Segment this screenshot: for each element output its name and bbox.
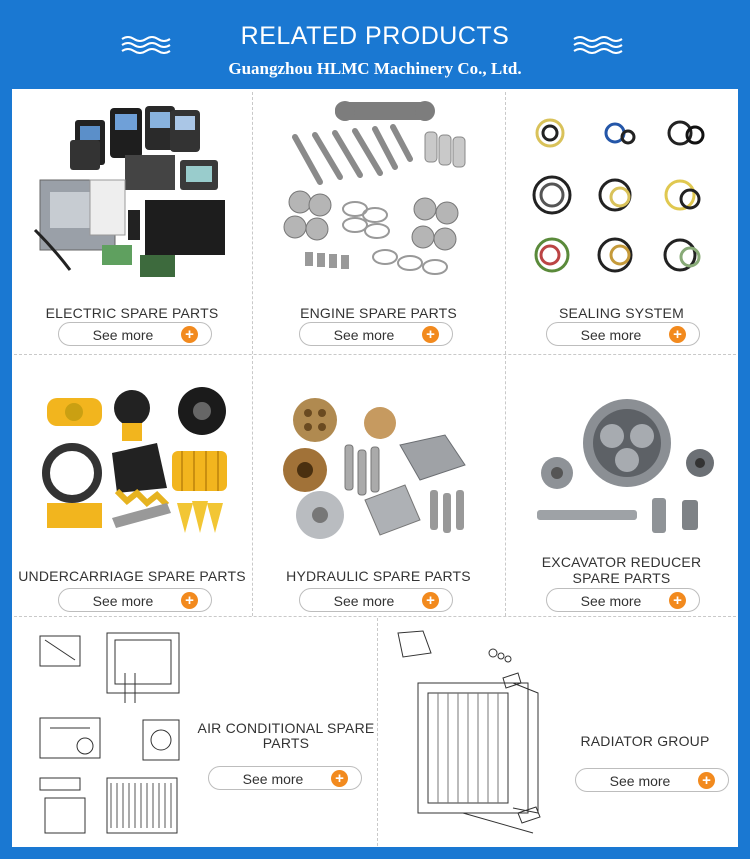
seal-kits-image — [520, 115, 720, 290]
air-conditioning-diagram-image — [35, 628, 195, 843]
wave-icon — [572, 34, 624, 54]
product-name: UNDERCARRIAGE SPARE PARTS — [18, 568, 246, 584]
product-name-line2: PARTS — [262, 735, 310, 751]
divider — [505, 92, 506, 354]
divider — [505, 356, 506, 616]
electric-parts-image — [30, 100, 235, 285]
see-more-button[interactable] — [208, 766, 362, 790]
plus-icon: + — [669, 592, 686, 609]
plus-icon: + — [669, 326, 686, 343]
see-more-button[interactable] — [58, 322, 212, 346]
divider — [377, 618, 378, 846]
see-more-button[interactable] — [546, 588, 700, 612]
divider — [252, 92, 253, 354]
engine-parts-image — [275, 97, 475, 282]
hydraulic-parts-image — [270, 395, 475, 545]
product-name-line1: AIR CONDITIONAL SPARE — [197, 720, 375, 736]
plus-icon: + — [698, 772, 715, 789]
plus-icon: + — [331, 770, 348, 787]
product-name-line2: SPARE PARTS — [572, 570, 671, 586]
plus-icon: + — [422, 326, 439, 343]
page-title: RELATED PRODUCTS — [240, 22, 510, 50]
see-more-label: See more — [609, 773, 671, 789]
product-name-line1: EXCAVATOR REDUCER — [541, 554, 702, 570]
see-more-label: See more — [242, 771, 304, 787]
product-name: ELECTRIC SPARE PARTS — [45, 305, 219, 321]
product-name: HYDRAULIC SPARE PARTS — [286, 568, 471, 584]
see-more-label: See more — [333, 327, 395, 343]
see-more-label: See more — [92, 327, 154, 343]
see-more-button[interactable] — [575, 768, 729, 792]
see-more-label: See more — [580, 593, 642, 609]
see-more-label: See more — [92, 593, 154, 609]
plus-icon: + — [422, 592, 439, 609]
reducer-gears-image — [532, 398, 722, 538]
see-more-button[interactable] — [58, 588, 212, 612]
see-more-button[interactable] — [546, 322, 700, 346]
divider — [14, 354, 736, 355]
undercarriage-parts-image — [42, 383, 232, 538]
see-more-button[interactable] — [299, 588, 453, 612]
divider — [14, 616, 736, 617]
divider — [252, 356, 253, 616]
radiator-diagram-image — [393, 628, 558, 843]
plus-icon: + — [181, 592, 198, 609]
see-more-label: See more — [580, 327, 642, 343]
see-more-label: See more — [333, 593, 395, 609]
company-name: Guangzhou HLMC Machinery Co., Ltd. — [228, 59, 522, 78]
header — [0, 0, 750, 88]
see-more-button[interactable] — [299, 322, 453, 346]
product-name: RADIATOR GROUP — [580, 733, 710, 749]
product-name: ENGINE SPARE PARTS — [300, 305, 457, 321]
plus-icon: + — [181, 326, 198, 343]
product-name: SEALING SYSTEM — [559, 305, 684, 321]
